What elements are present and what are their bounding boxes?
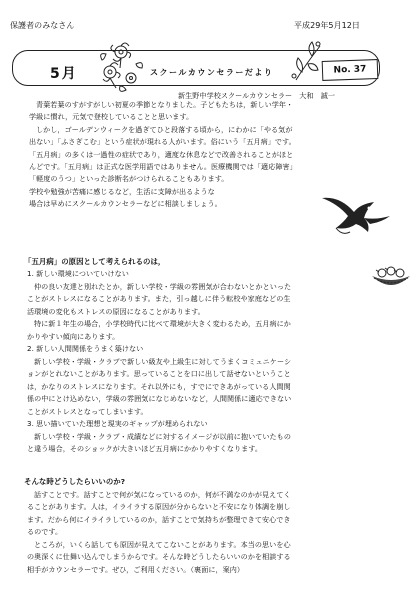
advice-text-line: 話すことです。話すことで何が気になっているのか，何が不満なのかが見えてく [34, 490, 291, 499]
issue-date: 平成29年5月12日 [294, 21, 360, 30]
intro-line: しかし，ゴールデンウィークを過ぎてひと段落する頃から，にわかに「やる気が [36, 125, 293, 134]
advice-text-line: 相手がカウンセラーです。ぜひ，ご利用ください。（裏面に，案内） [27, 565, 245, 574]
advice-text-line: るのです。 [27, 527, 63, 536]
leaf-sprig-icon [290, 40, 324, 84]
cause-text-line: と違う場合，そのショックが大きいほど五月病にかかりやすくなります。 [27, 444, 263, 453]
intro-line: 学級に慣れ，元気で登校していることと思います。 [29, 112, 194, 121]
issue-number: No. 37 [322, 59, 379, 81]
swallow-bird-icon [320, 190, 404, 246]
cause-text-line: 活環境の変化もストレスの原因になることがあります。 [27, 307, 205, 316]
cause-text-line: かりやすい傾向にあります。 [27, 332, 120, 341]
intro-line: 「五月病」の多くは一過性の症状であり，適度な休息などで改善されることがほと [29, 150, 294, 159]
cause-item-title: 1. 新しい環境についていけない [27, 269, 129, 278]
advice-text-line: ところが，いくら話しても原因が見えてこないことがあります。本当の思いを心 [34, 540, 291, 549]
intro-line: 学校や勉強が苦痛に感じるなど，生活に支障が出るような [29, 187, 215, 196]
cause-text-line: 仲の良い友達と別れたとか，新しい学校・学級の雰囲気が合わないとかといった [34, 282, 292, 291]
recipient-line: 保護者のみなさん [10, 21, 75, 30]
intro-line: んどです。「五月病」は正式な医学用語ではありません。医療機関では「適応障害」 [29, 162, 297, 171]
cause-text-line: 係の中にとけ込めない，学級の雰囲気になじめないなど，人間関係に適応できない [27, 394, 292, 403]
bird-nest-icon [370, 262, 412, 292]
intro-line: 出ない」「ふさぎこむ」という症状が現れる人がいます。俗にいう「五月病」です。 [29, 137, 296, 146]
cause-text-line: ことがストレスとなってしまいます。 [27, 407, 148, 416]
cause-text-line: ことがストレスになることがあります。また，引っ越しに伴う転校や家庭などの生 [27, 294, 291, 303]
cause-text-line: は，かなりのストレスになります。それ以外にも，すでにできあがっている人間関 [27, 382, 291, 391]
newsletter-title: スクールカウンセラーだより [150, 68, 274, 77]
cause-text-line: 特に新１年生の場合，小学校時代に比べて環境が大きく変わるため，五月病にか [34, 319, 291, 328]
month-label: 5月 [50, 66, 78, 82]
flower-illustration-icon [96, 38, 146, 94]
cause-text-line: 新しい学校・学級・クラブ・成績などに対するイメージが以前に抱いていたもの [34, 432, 291, 441]
author-line: 新生野中学校スクールカウンセラー 大和 誠一 [178, 91, 336, 100]
cause-text-line: ョンがとれないことがあります。思っていることを口に出して話せないということ [27, 369, 291, 378]
intro-line: 「軽度のうつ」といった診断名がつけられることもあります。 [29, 174, 229, 183]
advice-text-line: ます。だから何にイライラしているのか，話すことで気持ちが整理できて安心でき [27, 515, 291, 524]
intro-line: 青葉若葉のすがすがしい初夏の季節となりました。子どもたちは，新しい学年・ [36, 100, 294, 109]
advice-heading: そんな時どうしたらいいのか? [24, 477, 126, 486]
cause-item-title: 2. 新しい人間関係をうまく築けない [27, 344, 144, 353]
cause-text-line: 新しい学校・学級・クラブで新しい級友や上級生に対してうまくコミュニケーシ [34, 357, 292, 366]
cause-item-title: 3. 思い描いていた理想と現実のギャップが埋められない [27, 419, 208, 428]
causes-heading: 「五月病」の原因として考えられるのは， [24, 257, 166, 266]
advice-text-line: の奥深くに仕舞い込んでしまうからです。そんな時どうしたらいいのかを相談する [27, 552, 291, 561]
advice-text-line: ることがあります。人は，イライラする原因が分からないと不安になり体調を崩し [27, 502, 291, 511]
intro-line: 場合は早めにスクールカウンセラーなどに相談しましょう。 [29, 199, 222, 208]
